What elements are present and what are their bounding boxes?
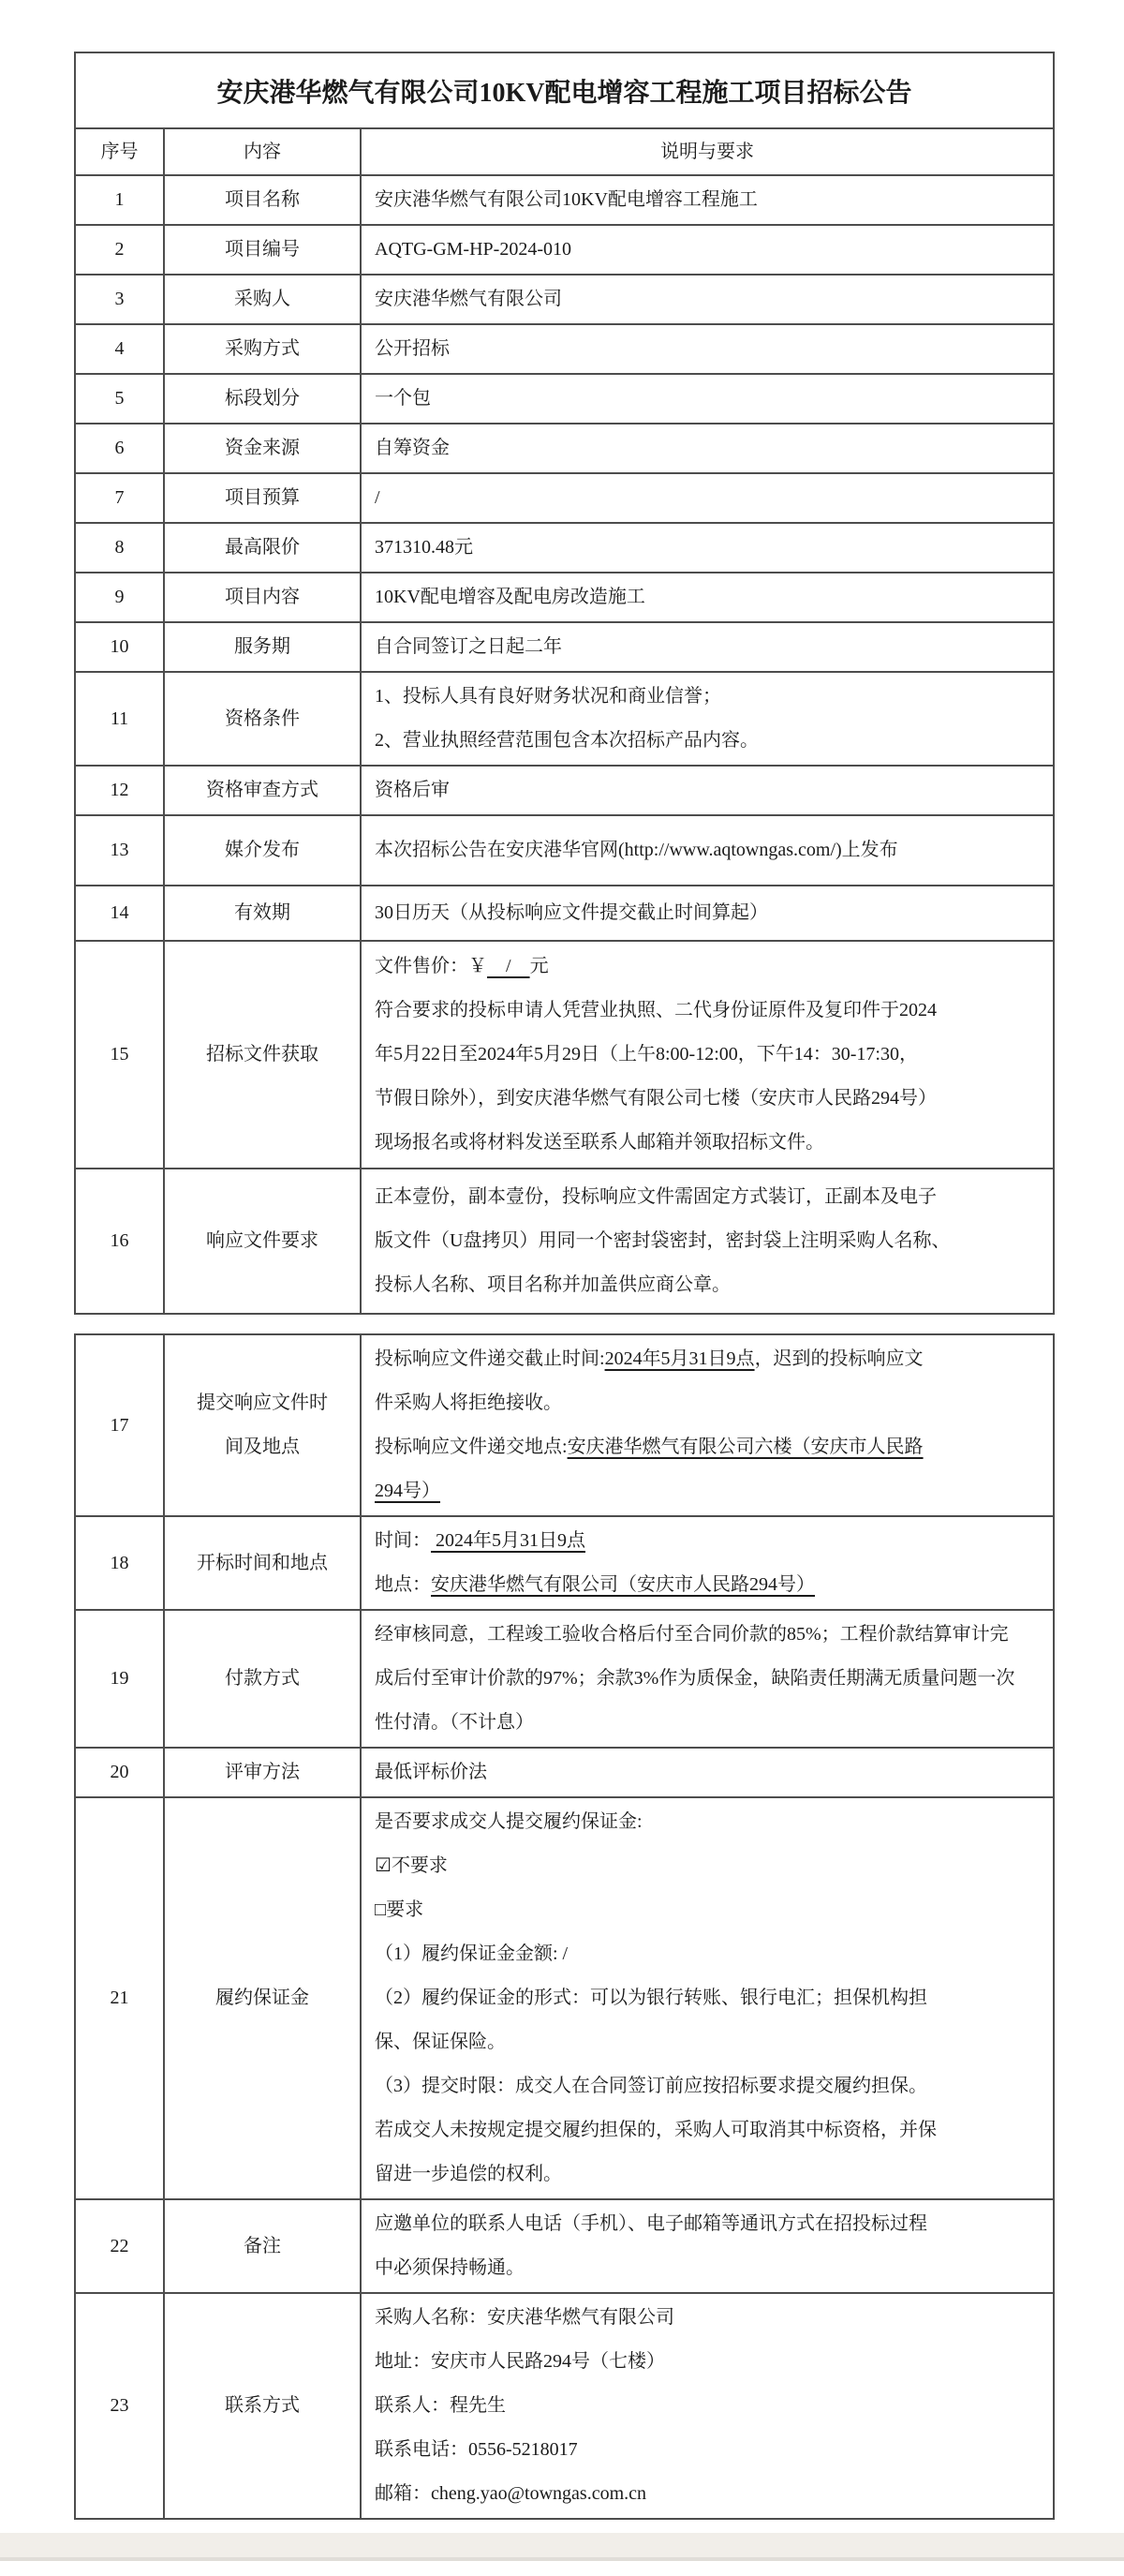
row-desc-cell (362, 176, 1053, 224)
desc-line (375, 426, 450, 470)
row-number-cell (76, 1335, 165, 1515)
row-number-cell (76, 2294, 165, 2518)
desc-line (375, 2296, 674, 2340)
row-number-cell (76, 2200, 165, 2292)
desc-line (375, 228, 571, 272)
row-desc-cell (362, 2294, 1053, 2518)
row-number-cell (76, 573, 165, 621)
row-desc-cell (362, 623, 1053, 671)
desc-line (375, 1800, 643, 1844)
row-number: 8 (114, 537, 125, 558)
desc-line (375, 1613, 1009, 1657)
page-footer (0, 2533, 1124, 2576)
table-row (76, 2198, 1053, 2292)
desc-line (375, 476, 380, 520)
row-number-cell (76, 816, 165, 885)
row-label: 资格条件 (225, 707, 300, 729)
table-body-main (76, 174, 1053, 1313)
desc-line (375, 1888, 423, 1932)
row-number: 4 (114, 338, 125, 359)
row-label-cell (165, 424, 362, 472)
table-row (76, 323, 1053, 373)
row-desc-cell (362, 942, 1053, 1168)
row-number-cell (76, 474, 165, 522)
row-label-cell (165, 623, 362, 671)
row-label-cell (165, 1798, 362, 2198)
row-label: 履约保证金 (215, 1988, 309, 2008)
row-label-cell (165, 1749, 362, 1796)
text-segment: 地址：安庆市人民路294号（七楼） (375, 2351, 665, 2372)
row-number-cell (76, 886, 165, 940)
desc-line (375, 1976, 927, 2020)
text-segment: （2）履约保证金的形式：可以为银行转账、银行电汇；担保机构担 (375, 1988, 927, 2008)
row-number-cell (76, 1798, 165, 2198)
row-number-cell (76, 767, 165, 814)
column-header-description (362, 129, 1053, 174)
row-desc-cell (362, 573, 1053, 621)
row-number: 6 (114, 438, 125, 458)
row-desc-cell (362, 275, 1053, 323)
text-segment: / (375, 487, 380, 508)
row-label: 有效期 (234, 902, 290, 923)
row-label: 联系方式 (225, 2395, 300, 2416)
row-label-cell (165, 673, 362, 765)
desc-line (375, 2246, 525, 2290)
text-segment: 投标响应文件递交截止时间: (375, 1348, 605, 1369)
text-segment: 2024年5月31日9点 (604, 1348, 755, 1369)
row-desc-cell (362, 325, 1053, 373)
table-row (76, 765, 1053, 814)
table-row (76, 814, 1053, 885)
table-row (76, 885, 1053, 940)
row-label-cell (165, 573, 362, 621)
table-body-continued (76, 1335, 1053, 2518)
desc-line (375, 2384, 506, 2428)
desc-line (375, 1219, 950, 1263)
row-label-cell (165, 1517, 362, 1609)
text-segment: 安庆港华燃气有限公司10KV配电增容工程施工 (375, 189, 758, 210)
row-number: 5 (114, 388, 125, 409)
row-label: 招标文件获取 (206, 1044, 318, 1065)
text-segment: 安庆港华燃气有限公司 (375, 289, 562, 309)
table-row (76, 174, 1053, 224)
table-row (76, 373, 1053, 423)
row-desc-cell (362, 2200, 1053, 2292)
text-segment: 安庆港华燃气有限公司（安庆市人民路294号） (431, 1574, 815, 1595)
row-number-cell (76, 176, 165, 224)
row-label: 项目预算 (225, 487, 300, 508)
row-number: 1 (114, 189, 125, 210)
text-segment: 联系电话：0556-5218017 (375, 2439, 578, 2460)
desc-line (375, 277, 562, 321)
desc-line (375, 1750, 487, 1794)
desc-line (375, 2152, 562, 2196)
table-row (76, 2292, 1053, 2518)
row-number-cell (76, 1517, 165, 1609)
table-row (76, 423, 1053, 472)
text-segment: 一个包 (375, 388, 431, 409)
desc-line (375, 1563, 815, 1607)
text-segment: 采购人名称：安庆港华燃气有限公司 (375, 2307, 674, 2328)
row-label: 最高限价 (225, 537, 300, 558)
column-header-content (165, 129, 362, 174)
row-number-cell (76, 1611, 165, 1747)
desc-line (375, 1519, 585, 1563)
desc-line (375, 1425, 924, 1469)
desc-line (375, 377, 431, 421)
row-label: 标段划分 (225, 388, 300, 409)
desc-line (375, 989, 937, 1033)
row-number-cell (76, 226, 165, 274)
row-desc-cell (362, 886, 1053, 940)
row-number: 21 (110, 1988, 129, 2008)
text-segment: / (487, 956, 530, 976)
row-number: 2 (114, 239, 125, 260)
row-label-cell (165, 1169, 362, 1313)
page (0, 52, 1124, 2530)
desc-line (375, 2020, 506, 2064)
text-segment: 联系人：程先生 (375, 2395, 506, 2416)
text-segment: 资格后审 (375, 780, 450, 800)
table-row (76, 1747, 1053, 1796)
desc-line (375, 945, 549, 989)
row-label: 开标时间和地点 (197, 1552, 328, 1573)
row-label-cell (165, 767, 362, 814)
text-segment: 中必须保持畅通。 (375, 2257, 525, 2278)
table-header-row (76, 127, 1053, 174)
desc-line (375, 178, 758, 222)
desc-line (375, 1175, 937, 1219)
row-label: 备注 (244, 2235, 281, 2256)
table-row (76, 522, 1053, 572)
desc-line (375, 625, 562, 669)
row-number: 14 (110, 902, 129, 923)
text-segment: 版文件（U盘拷贝）用同一个密封袋密封，密封袋上注明采购人名称、 (375, 1230, 951, 1251)
text-segment: 经审核同意，工程竣工验收合格后付至合同价款的85%；工程价款结算审计完 (375, 1624, 1009, 1645)
row-number: 18 (110, 1552, 129, 1573)
column-header-no-label: 序号 (100, 141, 139, 162)
text-segment: 自筹资金 (375, 438, 450, 458)
desc-line (375, 1121, 824, 1165)
text-segment: AQTG-GM-HP-2024-010 (375, 239, 571, 260)
desc-line (375, 719, 759, 763)
text-segment: 保、保证保险。 (375, 2032, 506, 2052)
row-number: 17 (110, 1414, 129, 1436)
row-label-cell (165, 1335, 362, 1515)
table-row (76, 472, 1053, 522)
desc-line (375, 1077, 937, 1121)
announcement-table-main (74, 52, 1055, 1315)
desc-line (375, 1337, 924, 1381)
row-label: 项目内容 (225, 587, 300, 607)
row-desc-cell (362, 1169, 1053, 1313)
row-label-cell (165, 474, 362, 522)
desc-line (375, 575, 645, 619)
desc-line (375, 1263, 731, 1307)
text-segment: 地点： (375, 1574, 431, 1595)
text-segment: ，迟到的投标响应文 (754, 1348, 924, 1369)
desc-line (375, 1381, 562, 1425)
row-desc-cell (362, 474, 1053, 522)
table-row (76, 1796, 1053, 2198)
row-label-cell (165, 816, 362, 885)
text-segment: 1、投标人具有良好财务状况和商业信誉； (375, 686, 721, 707)
text-segment: 留进一步追偿的权利。 (375, 2164, 562, 2184)
row-label-cell (165, 325, 362, 373)
row-label-cell (165, 886, 362, 940)
row-number: 19 (110, 1668, 129, 1689)
text-segment: 现场报名或将材料发送至联系人邮箱并领取招标文件。 (375, 1132, 824, 1153)
row-desc-cell (362, 1749, 1053, 1796)
desc-line (375, 526, 473, 570)
row-label: 提交响应文件时间及地点 (197, 1392, 328, 1457)
row-desc-cell (362, 524, 1053, 572)
row-desc-cell (362, 673, 1053, 765)
desc-line (375, 1657, 1014, 1701)
text-segment: 节假日除外），到安庆港华燃气有限公司七楼（安庆市人民路294号） (375, 1088, 937, 1109)
row-label: 采购方式 (225, 338, 300, 359)
text-segment: 应邀单位的联系人电话（手机）、电子邮箱等通讯方式在招投标过程 (375, 2213, 927, 2234)
row-number: 20 (110, 1762, 129, 1782)
desc-line (375, 1844, 448, 1888)
row-number-cell (76, 942, 165, 1168)
row-number-cell (76, 424, 165, 472)
row-desc-cell (362, 226, 1053, 274)
text-segment: 若成交人未按规定提交履约担保的，采购人可取消其中标资格，并保 (375, 2120, 937, 2140)
row-desc-cell (362, 1335, 1053, 1515)
table-row (76, 1609, 1053, 1747)
text-segment: 时间： (375, 1530, 431, 1551)
row-label-cell (165, 1611, 362, 1747)
text-segment: （3）提交时限：成交人在合同签订前应按招标要求提交履约担保。 (375, 2076, 927, 2096)
table-row (76, 940, 1053, 1168)
text-segment: 371310.48元 (375, 537, 473, 558)
text-segment: 文件售价：￥ (375, 956, 487, 976)
table-row (76, 621, 1053, 671)
row-label: 评审方法 (225, 1762, 300, 1782)
text-segment: 邮箱：cheng.yao@towngas.com.cn (375, 2483, 647, 2504)
text-segment: 本次招标公告在安庆港华官网(http://www.aqtowngas.com/)上发布 (375, 840, 898, 860)
row-desc-cell (362, 816, 1053, 885)
column-header-content-label: 内容 (244, 141, 281, 162)
text-segment: 2、营业执照经营范围包含本次招标产品内容。 (375, 730, 759, 751)
desc-line (375, 2202, 927, 2246)
text-segment: 自合同签订之日起二年 (375, 636, 562, 657)
text-segment: 安庆港华燃气有限公司六楼（安庆市人民路 (567, 1437, 924, 1457)
row-number-cell (76, 1749, 165, 1796)
row-label: 付款方式 (225, 1668, 300, 1689)
table-row (76, 1335, 1053, 1515)
row-label: 项目名称 (225, 189, 300, 210)
desc-line (375, 828, 898, 872)
text-segment: 符合要求的投标申请人凭营业执照、二代身份证原件及复印件于2024 (375, 1000, 937, 1020)
desc-line (375, 327, 450, 371)
table-row (76, 671, 1053, 765)
text-segment: 294号） (375, 1481, 440, 1501)
row-number: 7 (114, 487, 125, 508)
text-segment: 最低评标价法 (375, 1762, 487, 1782)
desc-line (375, 768, 450, 812)
desc-line (375, 675, 721, 719)
row-desc-cell (362, 1611, 1053, 1747)
text-segment: 成后付至审计价款的97%；余款3%作为质保金，缺陷责任期满无质量问题一次 (375, 1668, 1015, 1689)
text-segment: 要求 (386, 1899, 424, 1920)
table-row (76, 1515, 1053, 1609)
row-number-cell (76, 275, 165, 323)
desc-line (375, 2108, 937, 2152)
text-segment: 投标响应文件递交地点: (375, 1437, 568, 1457)
desc-line (375, 2064, 927, 2108)
row-label-cell (165, 226, 362, 274)
text-segment: 性付清。（不计息） (375, 1712, 534, 1733)
row-label: 服务期 (234, 636, 290, 657)
text-segment: 30日历天（从投标响应文件提交截止时间算起） (375, 902, 768, 923)
column-header-no (76, 129, 165, 174)
text-segment: 件采购人将拒绝接收。 (375, 1392, 562, 1413)
row-label-cell (165, 942, 362, 1168)
desc-line (375, 1932, 568, 1976)
row-label-cell (165, 275, 362, 323)
row-label: 资金来源 (225, 438, 300, 458)
row-number: 9 (114, 587, 125, 607)
text-segment: 元 (529, 956, 549, 976)
row-label: 媒介发布 (225, 840, 300, 860)
desc-line (375, 1469, 440, 1513)
desc-line (375, 2472, 646, 2516)
row-label-cell (165, 524, 362, 572)
text-segment: 正本壹份，副本壹份，投标响应文件需固定方式装订，正副本及电子 (375, 1186, 937, 1207)
row-desc-cell (362, 1798, 1053, 2198)
row-label: 采购人 (234, 289, 290, 309)
row-number: 3 (114, 289, 125, 309)
row-number-cell (76, 673, 165, 765)
table-row (76, 274, 1053, 323)
table-row (76, 1168, 1053, 1313)
row-number: 12 (110, 780, 129, 800)
row-desc-cell (362, 375, 1053, 423)
text-segment: 不要求 (391, 1855, 448, 1876)
text-segment: 是否要求成交人提交履约保证金: (375, 1811, 643, 1832)
text-segment: 10KV配电增容及配电房改造施工 (375, 587, 645, 607)
row-number: 15 (110, 1044, 129, 1065)
footer-strip (0, 2533, 1124, 2561)
row-label: 资格审查方式 (206, 780, 318, 800)
column-header-description-label: 说明与要求 (660, 141, 754, 162)
desc-line (375, 2428, 578, 2472)
text-segment: 公开招标 (375, 338, 450, 359)
row-number: 22 (110, 2235, 129, 2256)
row-label-cell (165, 375, 362, 423)
text-segment: 投标人名称、项目名称并加盖供应商公章。 (375, 1274, 731, 1295)
text-segment: 年5月22日至2024年5月29日（上午8:00-12:00，下午14：30-17:30， (375, 1044, 918, 1065)
table-row (76, 224, 1053, 274)
row-label-cell (165, 2294, 362, 2518)
row-number-cell (76, 375, 165, 423)
checked-checkbox-icon: ☑ (375, 1855, 392, 1876)
row-number: 13 (110, 840, 129, 860)
row-label-cell (165, 176, 362, 224)
table-row (76, 572, 1053, 621)
row-desc-cell (362, 1517, 1053, 1609)
row-number-cell (76, 325, 165, 373)
row-number-cell (76, 524, 165, 572)
text-segment: 2024年5月31日9点 (431, 1530, 585, 1551)
document-title: 安庆港华燃气有限公司10KV配电增容工程施工项目招标公告 (216, 78, 912, 108)
row-number: 10 (110, 636, 129, 657)
row-number-cell (76, 623, 165, 671)
row-label: 响应文件要求 (206, 1230, 318, 1251)
row-number: 23 (110, 2395, 129, 2416)
text-segment: （1）履约保证金金额: / (375, 1943, 569, 1964)
row-label: 项目编号 (225, 239, 300, 260)
desc-line (375, 2340, 665, 2384)
desc-line (375, 1701, 534, 1745)
unchecked-checkbox-icon: □ (375, 1899, 387, 1920)
row-number: 16 (110, 1230, 129, 1251)
row-number: 11 (110, 707, 129, 729)
desc-line (375, 1033, 918, 1077)
row-label-cell (165, 2200, 362, 2292)
row-desc-cell (362, 767, 1053, 814)
announcement-table-continued (74, 1333, 1055, 2520)
desc-line (375, 891, 768, 935)
row-number-cell (76, 1169, 165, 1313)
row-desc-cell (362, 424, 1053, 472)
